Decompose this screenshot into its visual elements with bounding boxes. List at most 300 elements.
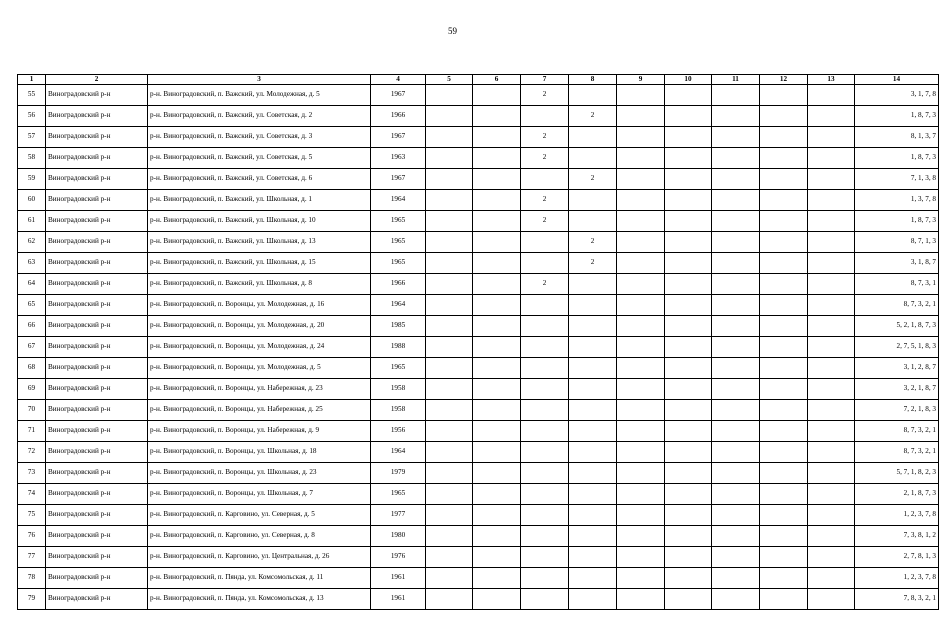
column-8-cell <box>569 421 617 442</box>
column-13-cell <box>808 400 855 421</box>
column-10-cell <box>665 505 712 526</box>
column-8-cell <box>569 358 617 379</box>
column-header-10: 10 <box>665 75 712 85</box>
sequence-cell: 7, 8, 3, 2, 1 <box>855 589 939 610</box>
table-row <box>18 379 939 400</box>
sequence-cell: 7, 3, 8, 1, 2 <box>855 526 939 547</box>
year-cell: 1965 <box>371 484 426 505</box>
column-11-cell <box>712 505 760 526</box>
table-row <box>18 148 939 169</box>
address-cell: р-н. Виноградовский, п. Важский, ул. Школьная, д. 1 <box>148 190 371 211</box>
year-cell: 1988 <box>371 337 426 358</box>
column-header-12: 12 <box>760 75 808 85</box>
column-9-cell <box>617 295 665 316</box>
column-11-cell <box>712 463 760 484</box>
year-cell: 1966 <box>371 274 426 295</box>
column-5-cell <box>426 127 473 148</box>
row-number-cell: 60 <box>18 190 46 211</box>
column-12-cell <box>760 148 808 169</box>
column-6-cell <box>473 274 521 295</box>
district-cell: Виноградовский р-н <box>46 169 148 190</box>
row-number-cell: 66 <box>18 316 46 337</box>
row-number-cell: 65 <box>18 295 46 316</box>
district-cell: Виноградовский р-н <box>46 232 148 253</box>
column-5-cell <box>426 190 473 211</box>
column-9-cell <box>617 547 665 568</box>
column-11-cell <box>712 211 760 232</box>
column-7-cell <box>521 316 569 337</box>
column-9-cell <box>617 379 665 400</box>
column-9-cell <box>617 421 665 442</box>
column-11-cell <box>712 169 760 190</box>
column-10-cell <box>665 589 712 610</box>
column-13-cell <box>808 589 855 610</box>
table-row <box>18 106 939 127</box>
sequence-cell: 5, 2, 1, 8, 7, 3 <box>855 316 939 337</box>
column-13-cell <box>808 106 855 127</box>
sequence-cell: 1, 8, 7, 3 <box>855 211 939 232</box>
column-8-cell <box>569 547 617 568</box>
column-5-cell <box>426 316 473 337</box>
column-11-cell <box>712 274 760 295</box>
district-cell: Виноградовский р-н <box>46 295 148 316</box>
district-cell: Виноградовский р-н <box>46 148 148 169</box>
year-cell: 1976 <box>371 547 426 568</box>
column-10-cell <box>665 85 712 106</box>
column-11-cell <box>712 526 760 547</box>
column-header-6: 6 <box>473 75 521 85</box>
column-8-cell <box>569 379 617 400</box>
column-6-cell <box>473 295 521 316</box>
column-11-cell <box>712 442 760 463</box>
address-cell: р-н. Виноградовский, п. Воронцы, ул. Набережная, д. 25 <box>148 400 371 421</box>
column-8-cell <box>569 442 617 463</box>
column-7-cell <box>521 547 569 568</box>
column-11-cell <box>712 127 760 148</box>
address-cell: р-н. Виноградовский, п. Важский, ул. Школьная, д. 13 <box>148 232 371 253</box>
column-5-cell <box>426 379 473 400</box>
column-13-cell <box>808 358 855 379</box>
address-cell: р-н. Виноградовский, п. Воронцы, ул. Набережная, д. 23 <box>148 379 371 400</box>
column-13-cell <box>808 127 855 148</box>
district-cell: Виноградовский р-н <box>46 526 148 547</box>
column-13-cell <box>808 274 855 295</box>
column-11-cell <box>712 589 760 610</box>
year-cell: 1967 <box>371 169 426 190</box>
district-cell: Виноградовский р-н <box>46 127 148 148</box>
column-12-cell <box>760 358 808 379</box>
column-13-cell <box>808 169 855 190</box>
district-cell: Виноградовский р-н <box>46 379 148 400</box>
row-number-cell: 63 <box>18 253 46 274</box>
year-cell: 1980 <box>371 526 426 547</box>
table-row <box>18 400 939 421</box>
column-7-cell <box>521 400 569 421</box>
column-6-cell <box>473 106 521 127</box>
column-9-cell <box>617 337 665 358</box>
table-row <box>18 253 939 274</box>
column-header-8: 8 <box>569 75 617 85</box>
column-6-cell <box>473 148 521 169</box>
column-6-cell <box>473 127 521 148</box>
column-6-cell <box>473 526 521 547</box>
column-13-cell <box>808 211 855 232</box>
column-7-cell <box>521 337 569 358</box>
district-cell: Виноградовский р-н <box>46 463 148 484</box>
address-cell: р-н. Виноградовский, п. Пянда, ул. Комсомольская, д. 13 <box>148 589 371 610</box>
column-13-cell <box>808 484 855 505</box>
column-7-cell <box>521 232 569 253</box>
column-13-cell <box>808 316 855 337</box>
column-13-cell <box>808 337 855 358</box>
column-12-cell <box>760 190 808 211</box>
address-cell: р-н. Виноградовский, п. Воронцы, ул. Школьная, д. 18 <box>148 442 371 463</box>
address-cell: р-н. Виноградовский, п. Важский, ул. Школьная, д. 8 <box>148 274 371 295</box>
column-6-cell <box>473 568 521 589</box>
column-7-cell <box>521 253 569 274</box>
column-6-cell <box>473 316 521 337</box>
column-10-cell <box>665 190 712 211</box>
year-cell: 1961 <box>371 589 426 610</box>
column-8-cell <box>569 85 617 106</box>
column-header-9: 9 <box>617 75 665 85</box>
table-row <box>18 232 939 253</box>
column-5-cell <box>426 85 473 106</box>
column-8-cell: 2 <box>569 106 617 127</box>
district-cell: Виноградовский р-н <box>46 442 148 463</box>
column-6-cell <box>473 421 521 442</box>
column-7-cell <box>521 442 569 463</box>
address-cell: р-н. Виноградовский, п. Воронцы, ул. Школьная, д. 7 <box>148 484 371 505</box>
district-cell: Виноградовский р-н <box>46 85 148 106</box>
column-5-cell <box>426 421 473 442</box>
column-7-cell: 2 <box>521 211 569 232</box>
column-10-cell <box>665 400 712 421</box>
column-5-cell <box>426 505 473 526</box>
year-cell: 1977 <box>371 505 426 526</box>
column-8-cell <box>569 190 617 211</box>
year-cell: 1967 <box>371 85 426 106</box>
column-9-cell <box>617 253 665 274</box>
row-number-cell: 56 <box>18 106 46 127</box>
address-cell: р-н. Виноградовский, п. Карговино, ул. Центральная, д. 26 <box>148 547 371 568</box>
column-6-cell <box>473 589 521 610</box>
address-cell: р-н. Виноградовский, п. Воронцы, ул. Школьная, д. 23 <box>148 463 371 484</box>
column-12-cell <box>760 400 808 421</box>
column-13-cell <box>808 526 855 547</box>
sequence-cell: 1, 8, 7, 3 <box>855 106 939 127</box>
sequence-cell: 8, 7, 1, 3 <box>855 232 939 253</box>
address-cell: р-н. Виноградовский, п. Важский, ул. Советская, д. 6 <box>148 169 371 190</box>
year-cell: 1961 <box>371 568 426 589</box>
column-7-cell <box>521 568 569 589</box>
column-11-cell <box>712 190 760 211</box>
column-13-cell <box>808 379 855 400</box>
row-number-cell: 76 <box>18 526 46 547</box>
column-7-cell: 2 <box>521 127 569 148</box>
column-10-cell <box>665 295 712 316</box>
column-header-5: 5 <box>426 75 473 85</box>
table-row <box>18 526 939 547</box>
column-8-cell: 2 <box>569 253 617 274</box>
sequence-cell: 1, 2, 3, 7, 8 <box>855 568 939 589</box>
sequence-cell: 3, 1, 7, 8 <box>855 85 939 106</box>
column-7-cell <box>521 295 569 316</box>
district-cell: Виноградовский р-н <box>46 337 148 358</box>
column-7-cell <box>521 526 569 547</box>
row-number-cell: 67 <box>18 337 46 358</box>
column-8-cell <box>569 211 617 232</box>
column-12-cell <box>760 526 808 547</box>
column-6-cell <box>473 169 521 190</box>
year-cell: 1965 <box>371 253 426 274</box>
table-row <box>18 484 939 505</box>
column-header-14: 14 <box>855 75 939 85</box>
year-cell: 1956 <box>371 421 426 442</box>
district-cell: Виноградовский р-н <box>46 484 148 505</box>
column-7-cell: 2 <box>521 85 569 106</box>
column-7-cell <box>521 106 569 127</box>
year-cell: 1958 <box>371 400 426 421</box>
year-cell: 1966 <box>371 106 426 127</box>
column-13-cell <box>808 463 855 484</box>
table-row <box>18 568 939 589</box>
year-cell: 1958 <box>371 379 426 400</box>
column-6-cell <box>473 547 521 568</box>
column-9-cell <box>617 211 665 232</box>
column-5-cell <box>426 358 473 379</box>
column-9-cell <box>617 526 665 547</box>
column-7-cell: 2 <box>521 274 569 295</box>
column-10-cell <box>665 106 712 127</box>
year-cell: 1965 <box>371 358 426 379</box>
sequence-cell: 1, 2, 3, 7, 8 <box>855 505 939 526</box>
column-11-cell <box>712 379 760 400</box>
row-number-cell: 55 <box>18 85 46 106</box>
column-12-cell <box>760 274 808 295</box>
column-5-cell <box>426 169 473 190</box>
year-cell: 1967 <box>371 127 426 148</box>
column-8-cell <box>569 295 617 316</box>
address-cell: р-н. Виноградовский, п. Воронцы, ул. Молодежная, д. 16 <box>148 295 371 316</box>
table-row <box>18 190 939 211</box>
sequence-cell: 1, 3, 7, 8 <box>855 190 939 211</box>
address-cell: р-н. Виноградовский, п. Важский, ул. Школьная, д. 10 <box>148 211 371 232</box>
column-10-cell <box>665 442 712 463</box>
column-13-cell <box>808 232 855 253</box>
column-12-cell <box>760 547 808 568</box>
column-header-11: 11 <box>712 75 760 85</box>
address-cell: р-н. Виноградовский, п. Воронцы, ул. Молодежная, д. 24 <box>148 337 371 358</box>
address-cell: р-н. Виноградовский, п. Карговино, ул. Северная, д. 5 <box>148 505 371 526</box>
table-row <box>18 358 939 379</box>
column-5-cell <box>426 400 473 421</box>
column-8-cell: 2 <box>569 169 617 190</box>
table-row <box>18 169 939 190</box>
column-9-cell <box>617 442 665 463</box>
column-10-cell <box>665 148 712 169</box>
row-number-cell: 73 <box>18 463 46 484</box>
address-cell: р-н. Виноградовский, п. Важский, ул. Советская, д. 5 <box>148 148 371 169</box>
column-9-cell <box>617 316 665 337</box>
sequence-cell: 3, 2, 1, 8, 7 <box>855 379 939 400</box>
district-cell: Виноградовский р-н <box>46 253 148 274</box>
column-10-cell <box>665 274 712 295</box>
row-number-cell: 78 <box>18 568 46 589</box>
sequence-cell: 5, 7, 1, 8, 2, 3 <box>855 463 939 484</box>
column-7-cell <box>521 379 569 400</box>
column-11-cell <box>712 400 760 421</box>
district-cell: Виноградовский р-н <box>46 400 148 421</box>
column-10-cell <box>665 232 712 253</box>
column-13-cell <box>808 547 855 568</box>
column-5-cell <box>426 295 473 316</box>
column-12-cell <box>760 106 808 127</box>
column-10-cell <box>665 127 712 148</box>
district-cell: Виноградовский р-н <box>46 211 148 232</box>
table-header <box>18 75 939 85</box>
sequence-cell: 2, 1, 8, 7, 3 <box>855 484 939 505</box>
column-13-cell <box>808 253 855 274</box>
column-header-4: 4 <box>371 75 426 85</box>
table-row <box>18 274 939 295</box>
column-7-cell: 2 <box>521 148 569 169</box>
column-10-cell <box>665 421 712 442</box>
column-13-cell <box>808 442 855 463</box>
page-number: 59 <box>448 26 457 36</box>
column-5-cell <box>426 568 473 589</box>
sequence-cell: 8, 1, 3, 7 <box>855 127 939 148</box>
column-12-cell <box>760 484 808 505</box>
district-cell: Виноградовский р-н <box>46 106 148 127</box>
column-5-cell <box>426 442 473 463</box>
column-9-cell <box>617 463 665 484</box>
column-7-cell <box>521 484 569 505</box>
column-11-cell <box>712 337 760 358</box>
column-11-cell <box>712 568 760 589</box>
column-6-cell <box>473 232 521 253</box>
table-row <box>18 505 939 526</box>
column-8-cell <box>569 127 617 148</box>
column-6-cell <box>473 463 521 484</box>
row-number-cell: 71 <box>18 421 46 442</box>
column-8-cell <box>569 589 617 610</box>
column-6-cell <box>473 442 521 463</box>
column-9-cell <box>617 106 665 127</box>
district-cell: Виноградовский р-н <box>46 316 148 337</box>
column-12-cell <box>760 211 808 232</box>
header-row <box>18 75 939 85</box>
column-12-cell <box>760 253 808 274</box>
column-5-cell <box>426 526 473 547</box>
table-row <box>18 547 939 568</box>
column-8-cell <box>569 274 617 295</box>
column-8-cell <box>569 400 617 421</box>
table-row <box>18 127 939 148</box>
sequence-cell: 7, 2, 1, 8, 3 <box>855 400 939 421</box>
year-cell: 1965 <box>371 211 426 232</box>
row-number-cell: 68 <box>18 358 46 379</box>
column-9-cell <box>617 568 665 589</box>
column-8-cell <box>569 526 617 547</box>
column-9-cell <box>617 232 665 253</box>
column-6-cell <box>473 484 521 505</box>
address-cell: р-н. Виноградовский, п. Воронцы, ул. Молодежная, д. 20 <box>148 316 371 337</box>
column-5-cell <box>426 106 473 127</box>
row-number-cell: 75 <box>18 505 46 526</box>
column-10-cell <box>665 379 712 400</box>
column-6-cell <box>473 400 521 421</box>
column-11-cell <box>712 148 760 169</box>
row-number-cell: 61 <box>18 211 46 232</box>
address-cell: р-н. Виноградовский, п. Важский, ул. Советская, д. 3 <box>148 127 371 148</box>
column-7-cell <box>521 421 569 442</box>
column-10-cell <box>665 169 712 190</box>
column-13-cell <box>808 505 855 526</box>
column-8-cell <box>569 505 617 526</box>
column-11-cell <box>712 421 760 442</box>
sequence-cell: 8, 7, 3, 2, 1 <box>855 442 939 463</box>
table-row <box>18 589 939 610</box>
column-12-cell <box>760 463 808 484</box>
table-row <box>18 463 939 484</box>
row-number-cell: 79 <box>18 589 46 610</box>
column-10-cell <box>665 547 712 568</box>
column-7-cell <box>521 169 569 190</box>
sequence-cell: 3, 1, 2, 8, 7 <box>855 358 939 379</box>
column-11-cell <box>712 316 760 337</box>
address-cell: р-н. Виноградовский, п. Карговино, ул. Северная, д. 8 <box>148 526 371 547</box>
column-5-cell <box>426 337 473 358</box>
sequence-cell: 2, 7, 5, 1, 8, 3 <box>855 337 939 358</box>
column-7-cell <box>521 589 569 610</box>
row-number-cell: 70 <box>18 400 46 421</box>
column-11-cell <box>712 253 760 274</box>
column-12-cell <box>760 85 808 106</box>
row-number-cell: 72 <box>18 442 46 463</box>
year-cell: 1964 <box>371 442 426 463</box>
column-9-cell <box>617 484 665 505</box>
column-5-cell <box>426 484 473 505</box>
column-12-cell <box>760 442 808 463</box>
address-cell: р-н. Виноградовский, п. Воронцы, ул. Набережная, д. 9 <box>148 421 371 442</box>
column-6-cell <box>473 379 521 400</box>
column-12-cell <box>760 295 808 316</box>
district-cell: Виноградовский р-н <box>46 421 148 442</box>
column-11-cell <box>712 484 760 505</box>
register-table <box>17 74 939 610</box>
column-13-cell <box>808 85 855 106</box>
column-5-cell <box>426 253 473 274</box>
sequence-cell: 3, 1, 8, 7 <box>855 253 939 274</box>
year-cell: 1964 <box>371 190 426 211</box>
address-cell: р-н. Виноградовский, п. Важский, ул. Школьная, д. 15 <box>148 253 371 274</box>
sequence-cell: 8, 7, 3, 1 <box>855 274 939 295</box>
column-13-cell <box>808 421 855 442</box>
column-13-cell <box>808 568 855 589</box>
table-row <box>18 85 939 106</box>
column-header-1: 1 <box>18 75 46 85</box>
column-12-cell <box>760 232 808 253</box>
column-9-cell <box>617 85 665 106</box>
row-number-cell: 59 <box>18 169 46 190</box>
column-11-cell <box>712 106 760 127</box>
row-number-cell: 74 <box>18 484 46 505</box>
table-row <box>18 337 939 358</box>
column-5-cell <box>426 232 473 253</box>
district-cell: Виноградовский р-н <box>46 190 148 211</box>
column-11-cell <box>712 358 760 379</box>
